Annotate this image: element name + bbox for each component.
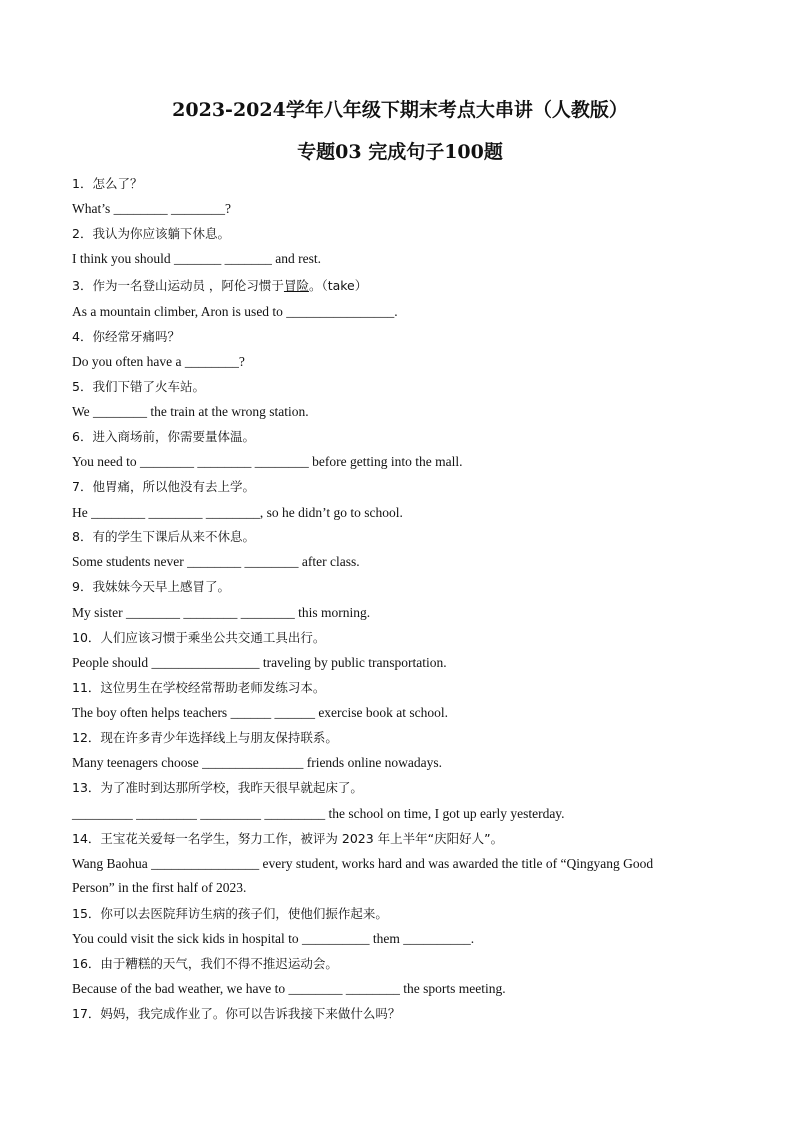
- question-3-english: As a mountain climber, Aron is used to ________________.: [72, 304, 398, 319]
- question-1-english: What’s ________ ________?: [72, 201, 231, 216]
- question-12-chinese: 12．现在许多青少年选择线上与朋友保持联系。: [72, 730, 338, 745]
- question-10-chinese: 10．人们应该习惯于乘坐公共交通工具出行。: [72, 630, 326, 645]
- question-11-english: The boy often helps teachers ______ ______ exercise book at school.: [72, 705, 449, 720]
- question-14-english: Wang Baohua ________________ every student, works hard and was awarded the title of “Qingyang Good: [72, 856, 654, 871]
- question-3-underlined-word: 冒险: [283, 278, 309, 293]
- question-9-chinese: 9．我妹妹今天早上感冒了。: [72, 579, 230, 594]
- question-13-english: _________ _________ _________ _________ the school on time, I got up early yesterday.: [72, 806, 565, 821]
- question-6-chinese: 6．进入商场前，你需要量体温。: [72, 429, 255, 444]
- question-12-english: Many teenagers choose _______________ friends online nowadays.: [72, 755, 443, 770]
- question-16-chinese: 16．由于糟糕的天气，我们不得不推迟运动会。: [72, 956, 338, 971]
- question-3-chinese-pre: 3．作为一名登山运动员 ，阿伦习惯于: [72, 278, 284, 293]
- question-4-chinese: 4．你经常牙痛吗？: [72, 329, 180, 344]
- question-5-english: We ________ the train at the wrong station.: [72, 404, 309, 419]
- question-3-chinese-post: 。（take）: [308, 278, 368, 293]
- question-2-chinese: 2．我认为你应该躺下休息。: [72, 226, 230, 241]
- question-11-chinese: 11．这位男生在学校经常帮助老师发练习本。: [72, 680, 326, 695]
- question-16-english: Because of the bad weather, we have to ________ ________ the sports meeting.: [72, 981, 506, 996]
- question-8-chinese: 8．有的学生下课后从来不休息。: [72, 529, 255, 544]
- question-3-chinese: [72, 277, 732, 295]
- question-1-chinese: 1．怎么了？: [72, 176, 143, 191]
- question-15-chinese: 15．你可以去医院拜访生病的孩子们，使他们振作起来。: [72, 906, 388, 921]
- question-5-chinese: 5．我们下错了火车站。: [72, 379, 205, 394]
- question-17-chinese: 17．妈妈，我完成作业了。你可以告诉我接下来做什么吗？: [72, 1006, 401, 1021]
- question-9-english: My sister ________ ________ ________ this morning.: [72, 605, 371, 620]
- question-8-english: Some students never ________ ________ after class.: [72, 554, 360, 569]
- question-14-chinese: 14．王宝花关爱每一名学生，努力工作，被评为 2023 年上半年“庆阳好人”。: [72, 831, 504, 846]
- question-2-english: I think you should _______ _______ and rest.: [72, 251, 321, 266]
- question-13-chinese: 13．为了准时到达那所学校，我昨天很早就起床了。: [72, 780, 363, 795]
- question-6-english: You need to ________ ________ ________ before getting into the mall.: [72, 454, 463, 469]
- question-4-english: Do you often have a ________?: [72, 354, 245, 369]
- document-subtitle: 专题03 完成句子100题: [297, 141, 503, 163]
- question-7-chinese: 7．他胃痛，所以他没有去上学。: [72, 479, 255, 494]
- question-14-english-continued: Person” in the first half of 2023.: [72, 880, 247, 895]
- document-title: 2023-2024学年八年级下期末考点大串讲（人教版）: [172, 99, 628, 121]
- question-10-english: People should ________________ traveling by public transportation.: [72, 655, 447, 670]
- question-15-english: You could visit the sick kids in hospital to __________ them __________.: [72, 931, 475, 946]
- question-7-english: He ________ ________ ________, so he didn’t go to school.: [72, 505, 403, 520]
